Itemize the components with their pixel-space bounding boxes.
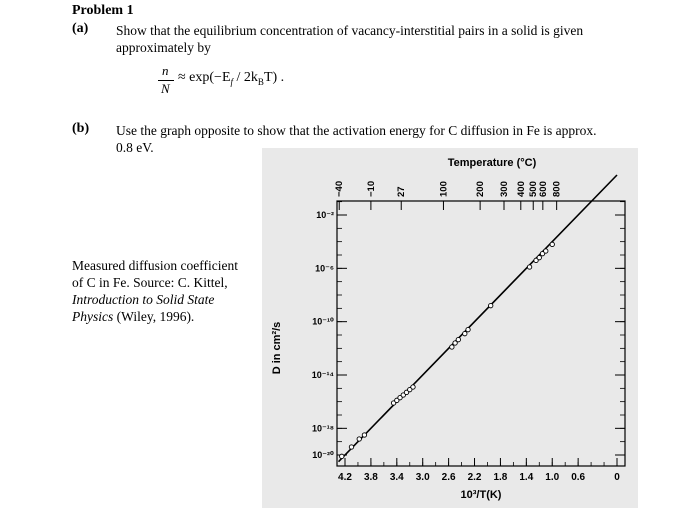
- top-tick-label: −40: [334, 180, 346, 197]
- top-tick-label: 200: [475, 181, 487, 197]
- x-tick-label: 0.6: [571, 472, 586, 483]
- x-axis-label: 10³/T(K): [460, 489, 502, 501]
- top-tick-label: 400: [515, 181, 527, 197]
- x-tick-label: 1.8: [493, 472, 508, 483]
- data-point: [411, 385, 415, 389]
- chart-title: Temperature (°C): [447, 157, 537, 169]
- problem-title: Problem 1: [72, 3, 134, 18]
- caption-line4: [72, 308, 262, 325]
- x-tick-label: 1.0: [545, 472, 560, 483]
- x-tick-label: 0: [614, 472, 620, 483]
- top-tick-label: −10: [365, 180, 377, 197]
- caption-line3: [72, 291, 262, 308]
- data-point: [357, 437, 361, 441]
- data-point: [349, 445, 353, 449]
- y-axis-label: D in cm²/s: [271, 321, 283, 375]
- top-tick-label: 27: [396, 186, 408, 197]
- eq-sub-f: f: [230, 76, 234, 87]
- x-tick-label: 3.0: [415, 472, 430, 483]
- data-point: [550, 242, 554, 246]
- top-tick-label: 100: [438, 181, 450, 197]
- part-b-text-line1: Use the graph opposite to show that the activation energy for C diffusion in Fe is approx.: [116, 123, 597, 138]
- top-tick-label: 600: [537, 181, 549, 197]
- data-point: [527, 265, 531, 269]
- data-point: [340, 454, 344, 458]
- data-point: [456, 337, 460, 341]
- x-tick-label: 2.6: [441, 472, 456, 483]
- part-a-text-line1: Show that the equilibrium concentration of vacancy-interstitial pairs in a solid is given: [116, 23, 584, 38]
- x-tick-label: 3.4: [389, 472, 404, 483]
- data-point: [489, 303, 493, 307]
- diffusion-chart: [262, 148, 638, 508]
- part-a-label: (a): [72, 21, 89, 36]
- part-b-label: (b): [72, 121, 90, 136]
- part-b-text-line2: 0.8 eV.: [116, 140, 154, 155]
- y-tick-label: 10⁻²⁰: [312, 450, 334, 460]
- equation: [158, 63, 328, 99]
- caption-line1: Measured diffusion coefficient: [72, 258, 238, 273]
- caption-publisher: (Wiley, 1996).: [113, 309, 195, 324]
- y-tick-label: 10⁻²: [316, 210, 334, 220]
- x-tick-label: 3.8: [363, 472, 378, 483]
- top-tick-label: 800: [551, 181, 563, 197]
- eq-mid: / 2k: [233, 70, 258, 85]
- eq-rhs: [178, 70, 284, 87]
- data-point: [450, 345, 454, 349]
- data-point: [537, 255, 541, 259]
- y-tick-label: 10⁻¹⁸: [311, 423, 334, 434]
- figure-caption: [72, 257, 262, 325]
- data-point: [362, 433, 366, 437]
- data-point: [466, 327, 470, 331]
- eq-numerator: n: [162, 63, 169, 78]
- eq-rhs-start: ≈ exp(−E: [178, 70, 231, 85]
- x-tick-label: 4.2: [338, 472, 352, 483]
- y-tick-label: 10⁻¹⁴: [311, 370, 334, 380]
- eq-end: T) .: [263, 70, 285, 85]
- y-tick-label: 10⁻¹⁰: [312, 316, 334, 327]
- eq-sub-b: B: [257, 76, 264, 87]
- data-point: [544, 249, 548, 253]
- data-point: [463, 331, 467, 335]
- caption-book-title: Introduction to Solid State: [72, 292, 215, 307]
- top-tick-label: 300: [499, 181, 511, 197]
- x-tick-label: 2.2: [467, 472, 482, 483]
- x-tick-label: 1.4: [519, 472, 534, 483]
- caption-book-title-end: Physics: [72, 309, 114, 324]
- y-tick-label: 10⁻⁶: [315, 263, 334, 274]
- caption-line2: of C in Fe. Source: C. Kittel,: [72, 275, 228, 290]
- top-tick-label: 500: [528, 181, 540, 197]
- eq-denominator: N: [161, 81, 170, 96]
- part-a-text-line2: approximately by: [116, 40, 211, 55]
